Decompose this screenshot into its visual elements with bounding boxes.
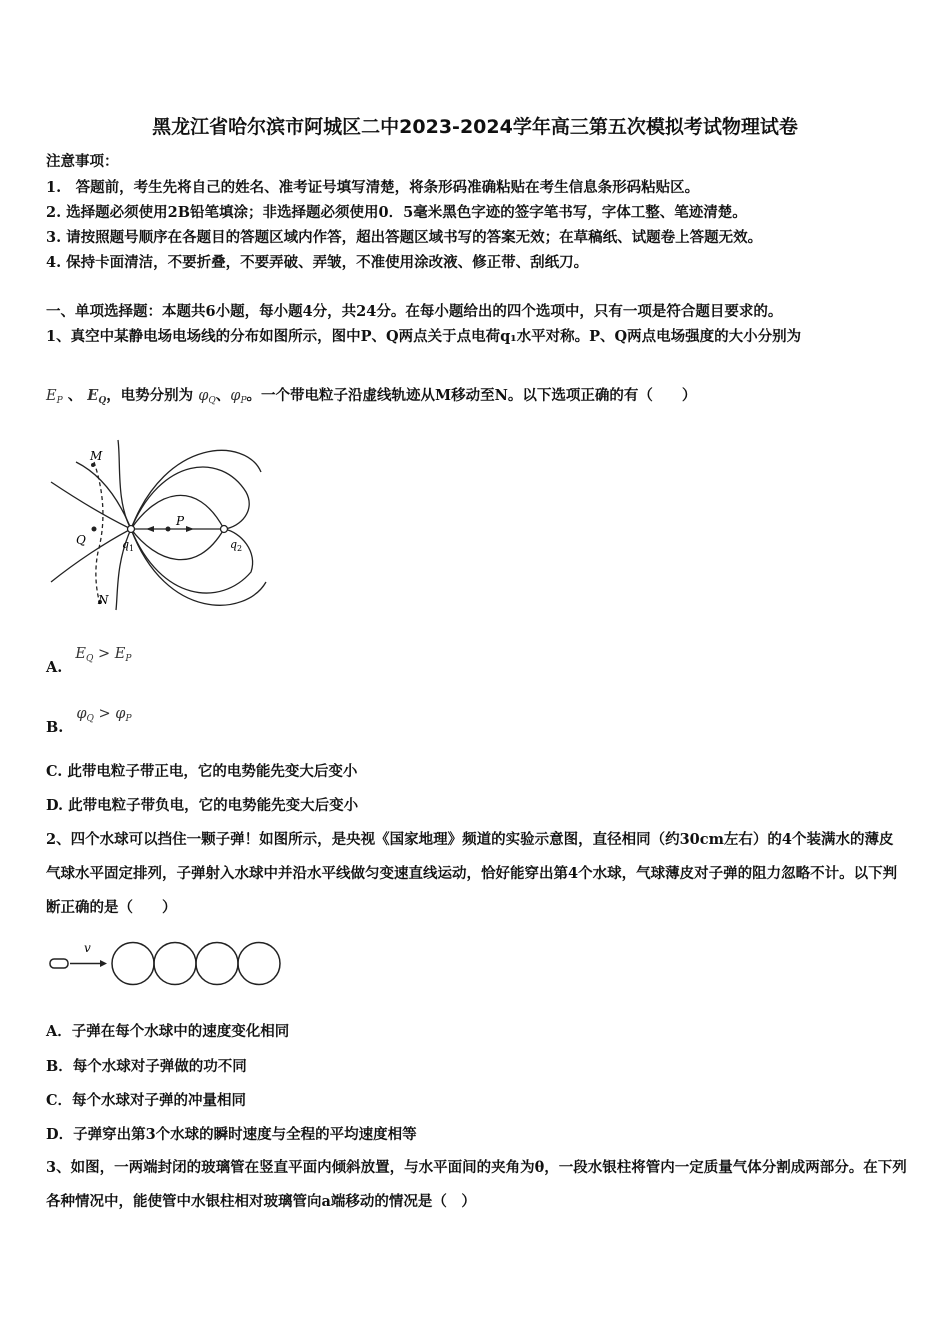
option-b: B．每个水球对子弹做的功不同 (46, 1058, 247, 1075)
symbol-phi-q: $\varphi_Q$ (198, 388, 216, 406)
figure-label-n: N (98, 593, 109, 607)
figure-label-q2: q (230, 538, 238, 551)
symbol-eq: $E_Q$ (87, 387, 107, 406)
question-3-stem: 3、如图，一两端封闭的玻璃管在竖直平面内倾斜放置，与水平面间的夹角为θ，一段水银柱将管内一定质量气体分割成两部分。在下列各种情况中，能使管中水银柱相对玻璃管向a端移动的情况是（ ） (46, 1159, 907, 1210)
option-d: D．子弹穿出第3个水球的瞬时速度与全程的平均速度相等 (46, 1126, 417, 1143)
question-1-stem: 1、真空中某静电场电场线的分布如图所示，图中P、Q两点关于点电荷q₁水平对称。P、Q两点电场强度的大小分别为 (46, 328, 802, 345)
field-line-figure (46, 432, 276, 612)
notice-item: 4. 保持卡面清洁，不要折叠，不要弄破、弄皱，不准使用涂改液、修正带、刮纸刀。 (46, 254, 589, 271)
notice-item: 3. 请按照题号顺序在各题目的答题区域内作答，超出答题区域书写的答案无效；在草稿纸、试题卷上答题无效。 (46, 229, 763, 246)
figure-label-m: M (90, 449, 103, 463)
notice-heading: 注意事项： (46, 153, 119, 170)
option-d: D. 此带电粒子带负电，它的电势能先变大后变小 (46, 797, 359, 814)
water-balls-figure (46, 938, 286, 990)
symbol-phi-p: $\varphi_P$ (230, 388, 247, 406)
option-a: A．子弹在每个水球中的速度变化相同 (46, 1023, 290, 1040)
option-a: A. $E_Q > E_P$ (46, 646, 132, 676)
option-b: B. $\varphi_Q > \varphi_P$ (46, 706, 132, 736)
section-heading: 一、单项选择题：本题共6小题，每小题4分，共24分。在每小题给出的四个选项中，只有一项是符合题目要求的。 (46, 303, 783, 320)
notice-item: 2. 选择题必须使用2B铅笔填涂；非选择题必须使用0．5毫米黑色字迹的签字笔书写，字体工整、笔迹清楚。 (46, 204, 747, 221)
velocity-label: v (84, 941, 91, 955)
option-c: C．每个水球对子弹的冲量相同 (46, 1092, 247, 1109)
symbol-ep: $E_P$ (46, 388, 63, 406)
figure-label-q2-sub: 2 (237, 544, 243, 553)
option-c: C. 此带电粒子带正电，它的电势能先变大后变小 (46, 763, 358, 780)
page-title: 黑龙江省哈尔滨市阿城区二中2023-2024学年高三第五次模拟考试物理试卷 (152, 116, 798, 138)
question-2-stem: 2、四个水球可以挡住一颗子弹！如图所示，是央视《国家地理》频道的实验示意图，直径相同（约30cm左右）的4个装满水的薄皮气球水平固定排列，子弹射入水球中并沿水平线做匀变速直线运动，恰好能穿出第4个水球，气球薄皮对子弹的阻力忽略不计。以下判断正确的是（ ） (46, 831, 898, 916)
figure-label-q: Q (76, 533, 86, 547)
figure-label-q1-sub: 1 (129, 544, 135, 553)
figure-label-p: P (176, 514, 185, 528)
notice-item: 1. 答题前，考生先将自己的姓名、准考证号填写清楚，将条形码准确粘贴在考生信息条形码粘贴区。 (46, 179, 700, 196)
question-1-stem-cont: $E_P$ 、 $E_Q$，电势分别为 $\varphi_Q$、$\varphi_P$。一个带电粒子沿虚线轨迹从M移动至N。以下选项正确的有（ ） (46, 383, 696, 414)
figure-label-q1: q (122, 538, 130, 551)
